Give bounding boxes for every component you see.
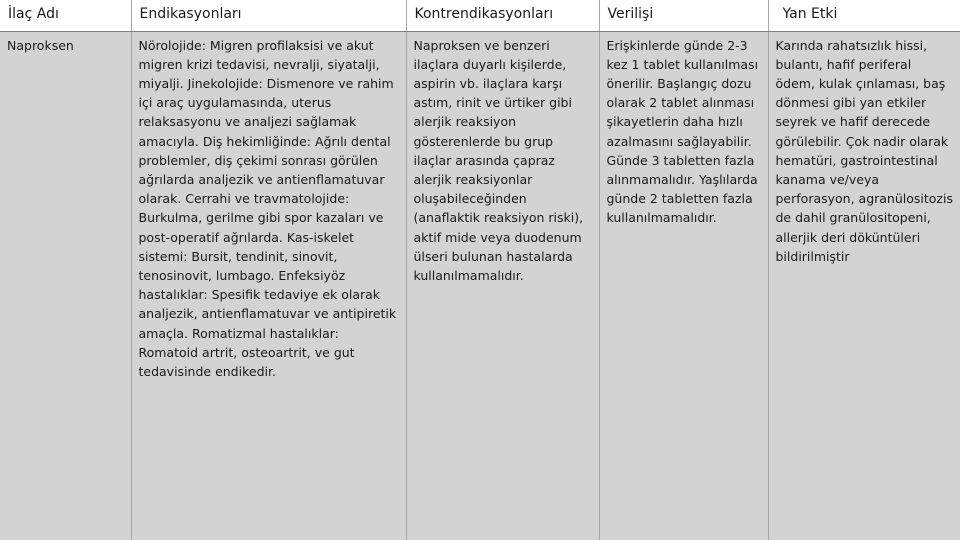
header-administration: Verilişi xyxy=(599,0,768,31)
table-header-row xyxy=(0,0,960,31)
side-effects-text: Karında rahatsızlık hissi, bulantı, hafif periferal ödem, kulak çınlaması, baş dönmesi gibi yan etkiler seyrek ve hafif derecede görülebilir. Çok nadir olarak hematüri, gastrointestinal kanama ve/veya perforasyon, agranülositozis de dahil granülositopeni, allerjik deri döküntüleri bildirilmiştir xyxy=(775,37,953,264)
cell-administration xyxy=(599,31,768,540)
header-indications: Endikasyonları xyxy=(131,0,406,31)
indications-text: Nörolojide: Migren profilaksisi ve akut migren krizi tedavisi, nevralji, siyatalji, miyalji. Jinekolojide: Dismenore ve rahim içi araç uygulamasında, uterus relaksasyonu ve analjezi sağlamak amacıyla. Diş hekimliğinde: Ağrılı dental problemler, diş çekimi sonrası görülen ağrılarda analjezik ve antienflamatuvar olarak. Cerrahi ve travmatolojide: Burkulma, gerilme gibi spor kazaları ve post-operatif ağrılarda. Kas-iskelet sistemi: Bursit, tendinit, sinovit, tenosinovit, lumbago. Enfeksiyöz hastalıklar: Spesifik tedaviye ek olarak analjezik, antienflamatuvar ve antipiretik amaçla. Romatizmal hastalıklar: Romatoid artrit, osteoartrit, ve gut tedavisinde endikedir. xyxy=(138,37,397,379)
header-drug-name: İlaç Adı xyxy=(0,0,131,31)
administration-text: Erişkinlerde günde 2-3 kez 1 tablet kullanılması önerilir. Başlangıç dozu olarak 2 tablet alınması şikayetlerin daha hızlı azalmasını sağlayabilir. Günde 3 tabletten fazla alınmamalıdır. Yaşlılarda günde 2 tabletten fazla kullanılmamalıdır. xyxy=(606,37,759,226)
contraindications-text: Naproksen ve benzeri ilaçlara duyarlı kişilerde, aspirin vb. ilaçlara karşı astım, rinit ve ürtiker gibi alerjik reaksiyon gösterenlerde bu grup ilaçlar arasında çapraz alerjik reaksiyonlar oluşabileceğinden (anaflaktik reaksiyon riski), aktif mide veya duodenum ülseri bulunan hastalarda kullanılmamalıdır. xyxy=(413,37,584,283)
header-side-effects: Yan Etki xyxy=(768,0,960,31)
cell-drug-name xyxy=(0,31,131,540)
cell-indications xyxy=(131,31,406,540)
table-row xyxy=(0,31,960,540)
cell-contraindications xyxy=(406,31,599,540)
drug-name-text: Naproksen xyxy=(7,37,74,53)
header-contraindications: Kontrendikasyonları xyxy=(406,0,599,31)
cell-side-effects xyxy=(768,31,960,540)
